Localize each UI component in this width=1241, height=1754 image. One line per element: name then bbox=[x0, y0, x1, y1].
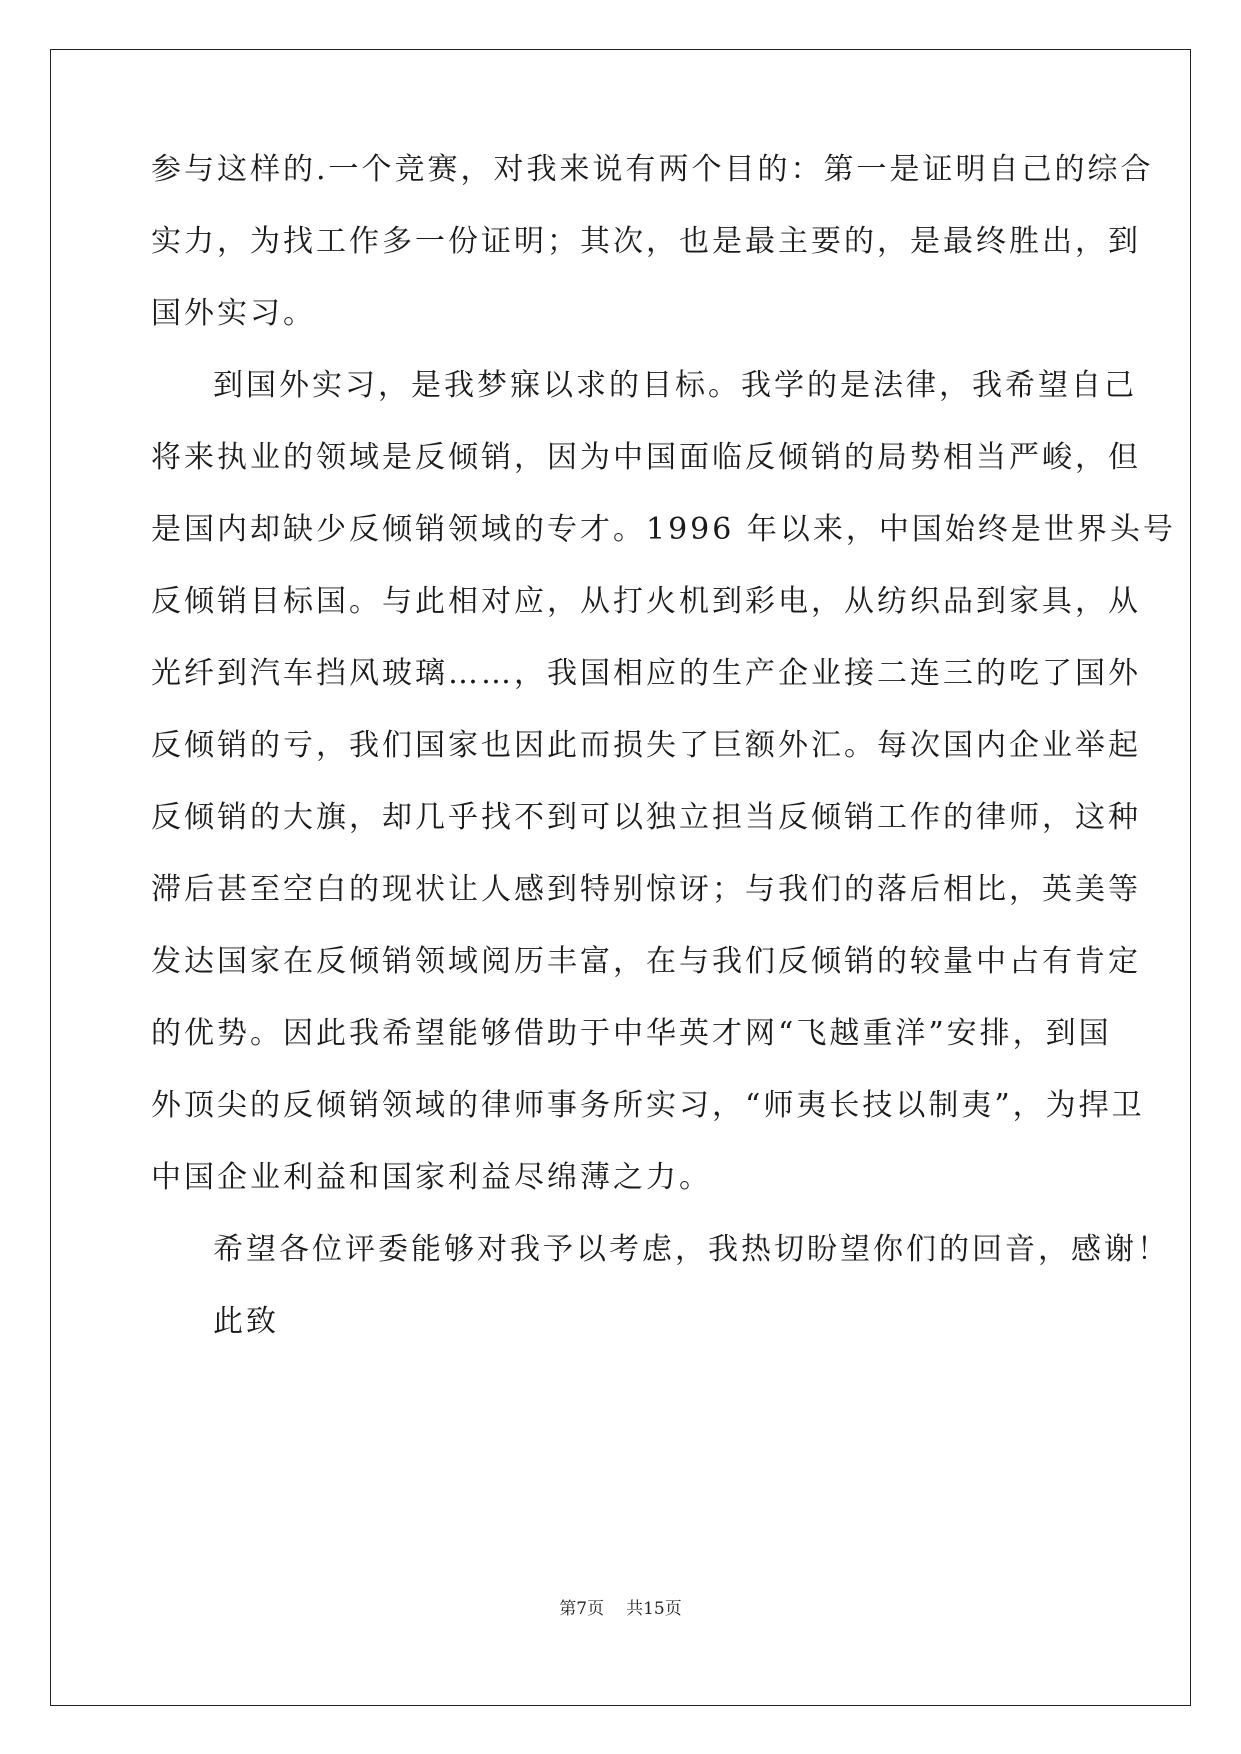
page-footer bbox=[0, 1597, 1241, 1621]
paragraph-line: 发达国家在反倾销领域阅历丰富，在与我们反倾销的较量中占有肯定 bbox=[151, 944, 1141, 979]
paragraph-line: 光纤到汽车挡风玻璃……，我国相应的生产企业接二连三的吃了国外 bbox=[151, 656, 1141, 691]
page-number-total: 共15页 bbox=[626, 1599, 682, 1619]
closing-salutation: 此致 bbox=[213, 1304, 279, 1339]
paragraph-line: 希望各位评委能够对我予以考虑，我热切盼望你们的回音，感谢！ bbox=[213, 1232, 1170, 1267]
paragraph-line: 中国企业利益和国家利益尽绵薄之力。 bbox=[151, 1160, 712, 1195]
paragraph-line: 外顶尖的反倾销领域的律师事务所实习，“师夷长技以制夷”，为捍卫 bbox=[151, 1088, 1145, 1123]
paragraph-line: 参与这样的.一个竞赛，对我来说有两个目的：第一是证明自己的综合 bbox=[151, 152, 1154, 187]
paragraph-line: 的优势。因此我希望能够借助于中华英才网“飞越重洋”安排，到国 bbox=[151, 1016, 1112, 1051]
paragraph-line: 是国内却缺少反倾销领域的专才。1996 年以来，中国始终是世界头号 bbox=[151, 512, 1176, 547]
paragraph-line: 滞后甚至空白的现状让人感到特别惊讶；与我们的落后相比，英美等 bbox=[151, 872, 1141, 907]
paragraph-line: 反倾销目标国。与此相对应，从打火机到彩电，从纺织品到家具，从 bbox=[151, 584, 1141, 619]
page-number-current: 第7页 bbox=[559, 1599, 605, 1619]
paragraph-line: 实力，为找工作多一份证明；其次，也是最主要的，是最终胜出，到 bbox=[151, 224, 1141, 259]
paragraph-line: 反倾销的大旗，却几乎找不到可以独立担当反倾销工作的律师，这种 bbox=[151, 800, 1141, 835]
paragraph-line: 反倾销的亏，我们国家也因此而损失了巨额外汇。每次国内企业举起 bbox=[151, 728, 1141, 763]
paragraph-line: 到国外实习，是我梦寐以求的目标。我学的是法律，我希望自己 bbox=[213, 368, 1137, 403]
paragraph-line: 国外实习。 bbox=[151, 296, 316, 331]
paragraph-line: 将来执业的领域是反倾销，因为中国面临反倾销的局势相当严峻，但 bbox=[151, 440, 1141, 475]
